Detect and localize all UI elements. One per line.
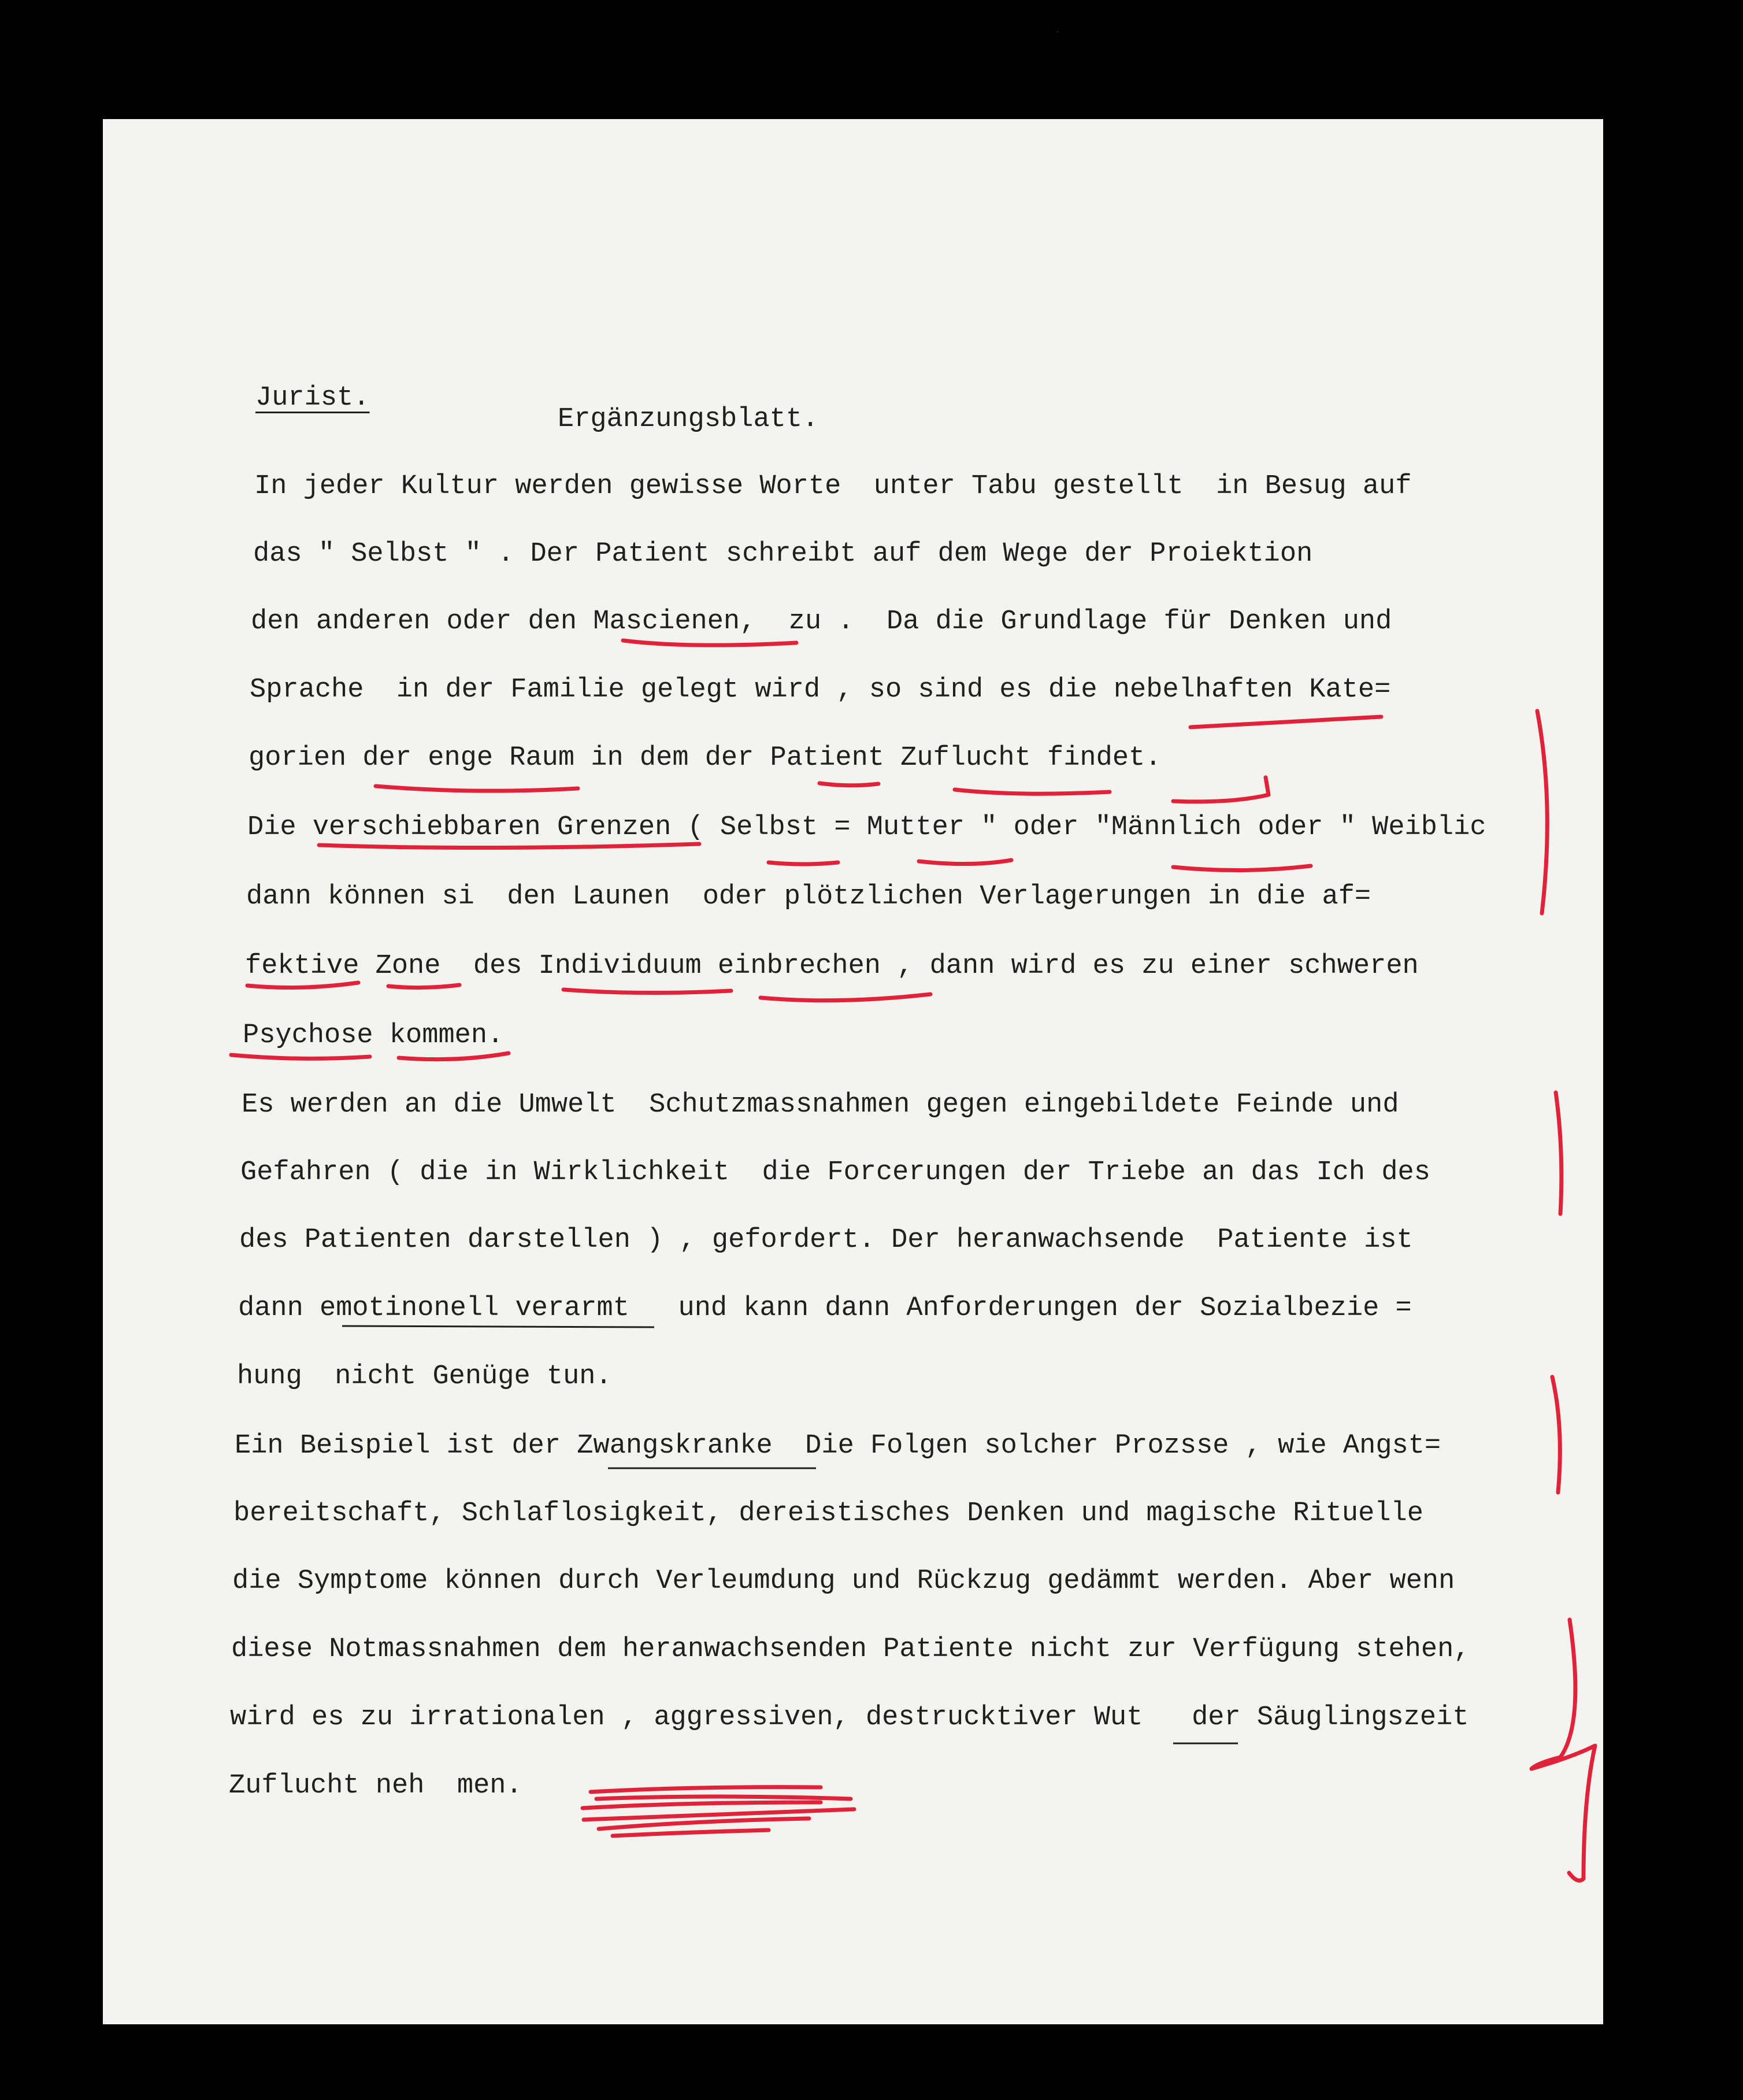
text-line: fektive Zone des Individuum einbrechen , dann wird es zu einer schweren xyxy=(245,951,1419,982)
text-line: Psychose kommen. xyxy=(243,1020,504,1051)
text-line: den anderen oder den Mascienen, zu . Da die Grundlage für Denken und xyxy=(251,606,1392,637)
text-line: hung nicht Genüge tun. xyxy=(237,1361,612,1392)
text-line: des Patienten darstellen ) , gefordert. Der heranwachsende Patiente ist xyxy=(239,1225,1413,1255)
text-line: In jeder Kultur werden gewisse Worte unter Tabu gestellt in Besug auf xyxy=(254,471,1412,502)
text-line: dann können si den Launen oder plötzlichen Verlagerungen in die af= xyxy=(246,882,1371,912)
text-line: diese Notmassnahmen dem heranwachsenden Patiente nicht zur Verfügung stehen, xyxy=(231,1634,1470,1665)
scan-speck: · xyxy=(1056,28,1059,37)
text-line: Die verschiebbaren Grenzen ( Selbst = Mutter " oder "Männlich oder " Weiblic xyxy=(247,812,1486,843)
text-line: das " Selbst " . Der Patient schreibt auf dem Wege der Proiektion xyxy=(253,539,1313,569)
text-line: Gefahren ( die in Wirklichkeit die Forcerungen der Triebe an das Ich des xyxy=(240,1157,1430,1188)
text-line: Ein Beispiel ist der Zwangskranke Die Folgen solcher Prozsse , wie Angst= xyxy=(235,1431,1441,1461)
text-line: gorien der enge Raum in dem der Patient Zuflucht findet. xyxy=(249,743,1162,773)
header-left-label: Jurist. xyxy=(255,383,370,413)
text-line: wird es zu irrationalen , aggressiven, destrucktiver Wut der Säuglingszeit xyxy=(230,1702,1469,1733)
text-line: bereitschaft, Schlaflosigkeit, dereistisches Denken und magische Rituelle xyxy=(233,1498,1423,1529)
text-line: die Symptome können durch Verleumdung und Rückzug gedämmt werden. Aber wenn xyxy=(232,1566,1455,1597)
text-line: dann emotinonell verarmt und kann dann Anforderungen der Sozialbezie = xyxy=(238,1293,1412,1324)
text-line: Zuflucht neh men. xyxy=(229,1771,522,1801)
header-title: Ergänzungsblatt. xyxy=(558,404,819,435)
text-line: Sprache in der Familie gelegt wird , so sind es die nebelhaften Kate= xyxy=(250,675,1391,705)
text-line: Es werden an die Umwelt Schutzmassnahmen gegen eingebildete Feinde und xyxy=(242,1090,1399,1120)
